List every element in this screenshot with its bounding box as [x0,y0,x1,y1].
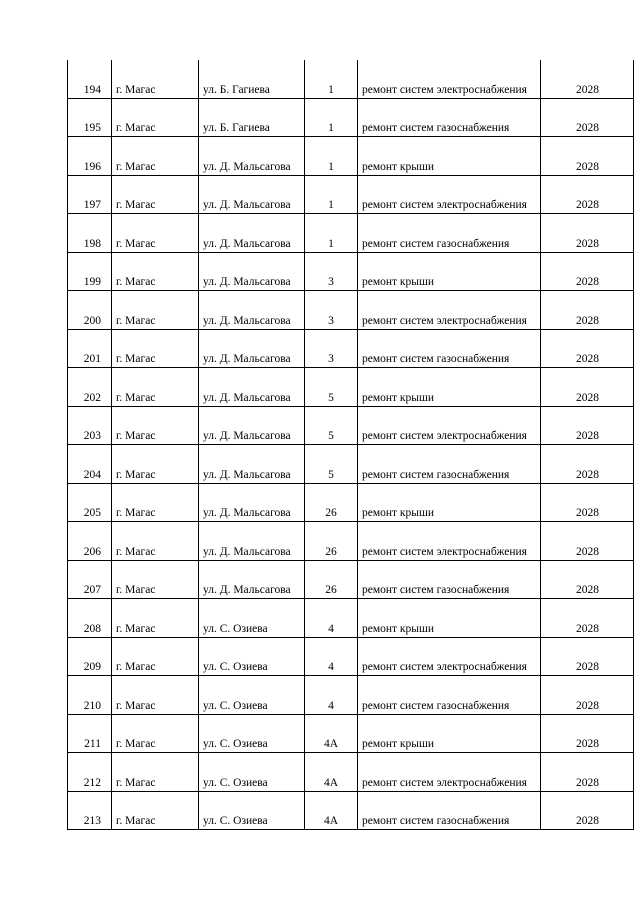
work-type-cell: ремонт систем газоснабжения [358,560,541,599]
table-row [68,599,634,638]
year-cell: 2028 [541,445,634,484]
house-number-cell: 1 [305,98,358,137]
row-number-cell: 205 [68,483,112,522]
year-cell: 2028 [541,791,634,830]
work-type-cell: ремонт систем газоснабжения [358,676,541,715]
year-cell: 2028 [541,483,634,522]
city-cell: г. Магас [112,522,199,561]
city-cell: г. Магас [112,676,199,715]
city-cell: г. Магас [112,137,199,176]
table-row [68,753,634,792]
table-row [68,214,634,253]
document-page [67,60,633,830]
row-number-cell: 207 [68,560,112,599]
table-row [68,98,634,137]
house-number-cell: 3 [305,291,358,330]
work-type-cell: ремонт крыши [358,252,541,291]
city-cell: г. Магас [112,60,199,98]
row-number-cell: 204 [68,445,112,484]
year-cell: 2028 [541,637,634,676]
row-number-cell: 203 [68,406,112,445]
street-cell: ул. Д. Мальсагова [199,522,305,561]
table-row [68,791,634,830]
house-number-cell: 4А [305,791,358,830]
street-cell: ул. С. Озиева [199,599,305,638]
work-type-cell: ремонт систем электроснабжения [358,60,541,98]
row-number-cell: 194 [68,60,112,98]
work-type-cell: ремонт крыши [358,368,541,407]
table-row [68,291,634,330]
row-number-cell: 196 [68,137,112,176]
street-cell: ул. Д. Мальсагова [199,445,305,484]
house-number-cell: 1 [305,175,358,214]
repair-schedule-table [67,60,634,830]
table-row [68,522,634,561]
year-cell: 2028 [541,714,634,753]
row-number-cell: 212 [68,753,112,792]
work-type-cell: ремонт систем электроснабжения [358,406,541,445]
work-type-cell: ремонт систем газоснабжения [358,791,541,830]
street-cell: ул. Д. Мальсагова [199,329,305,368]
house-number-cell: 4 [305,637,358,676]
city-cell: г. Магас [112,175,199,214]
work-type-cell: ремонт крыши [358,483,541,522]
table-row [68,406,634,445]
house-number-cell: 26 [305,483,358,522]
table-row [68,175,634,214]
house-number-cell: 4А [305,753,358,792]
city-cell: г. Магас [112,214,199,253]
house-number-cell: 4 [305,676,358,715]
house-number-cell: 5 [305,406,358,445]
street-cell: ул. С. Озиева [199,637,305,676]
house-number-cell: 5 [305,445,358,484]
street-cell: ул. Д. Мальсагова [199,137,305,176]
year-cell: 2028 [541,214,634,253]
year-cell: 2028 [541,291,634,330]
work-type-cell: ремонт систем газоснабжения [358,445,541,484]
street-cell: ул. Д. Мальсагова [199,368,305,407]
table-row [68,368,634,407]
street-cell: ул. С. Озиева [199,753,305,792]
row-number-cell: 198 [68,214,112,253]
street-cell: ул. Д. Мальсагова [199,291,305,330]
table-row [68,445,634,484]
city-cell: г. Магас [112,291,199,330]
street-cell: ул. Д. Мальсагова [199,560,305,599]
row-number-cell: 199 [68,252,112,291]
row-number-cell: 211 [68,714,112,753]
year-cell: 2028 [541,60,634,98]
table-body [68,60,634,830]
table-row [68,483,634,522]
house-number-cell: 4 [305,599,358,638]
row-number-cell: 195 [68,98,112,137]
house-number-cell: 1 [305,60,358,98]
city-cell: г. Магас [112,252,199,291]
work-type-cell: ремонт систем электроснабжения [358,291,541,330]
street-cell: ул. Б. Гагиева [199,60,305,98]
city-cell: г. Магас [112,791,199,830]
city-cell: г. Магас [112,368,199,407]
city-cell: г. Магас [112,98,199,137]
street-cell: ул. Д. Мальсагова [199,175,305,214]
year-cell: 2028 [541,368,634,407]
street-cell: ул. С. Озиева [199,676,305,715]
year-cell: 2028 [541,175,634,214]
work-type-cell: ремонт крыши [358,137,541,176]
work-type-cell: ремонт систем газоснабжения [358,329,541,368]
street-cell: ул. Д. Мальсагова [199,406,305,445]
row-number-cell: 208 [68,599,112,638]
street-cell: ул. Д. Мальсагова [199,483,305,522]
work-type-cell: ремонт систем электроснабжения [358,522,541,561]
row-number-cell: 206 [68,522,112,561]
work-type-cell: ремонт систем электроснабжения [358,175,541,214]
house-number-cell: 1 [305,214,358,253]
year-cell: 2028 [541,252,634,291]
row-number-cell: 201 [68,329,112,368]
year-cell: 2028 [541,599,634,638]
house-number-cell: 3 [305,329,358,368]
year-cell: 2028 [541,329,634,368]
table-row [68,137,634,176]
house-number-cell: 5 [305,368,358,407]
work-type-cell: ремонт крыши [358,714,541,753]
work-type-cell: ремонт систем электроснабжения [358,637,541,676]
city-cell: г. Магас [112,483,199,522]
table-row [68,329,634,368]
table-row [68,252,634,291]
table-row [68,714,634,753]
work-type-cell: ремонт систем электроснабжения [358,753,541,792]
row-number-cell: 200 [68,291,112,330]
city-cell: г. Магас [112,445,199,484]
street-cell: ул. С. Озиева [199,714,305,753]
city-cell: г. Магас [112,406,199,445]
city-cell: г. Магас [112,753,199,792]
house-number-cell: 4А [305,714,358,753]
year-cell: 2028 [541,406,634,445]
city-cell: г. Магас [112,714,199,753]
table-row [68,676,634,715]
work-type-cell: ремонт крыши [358,599,541,638]
house-number-cell: 3 [305,252,358,291]
year-cell: 2028 [541,98,634,137]
house-number-cell: 1 [305,137,358,176]
row-number-cell: 213 [68,791,112,830]
city-cell: г. Магас [112,637,199,676]
row-number-cell: 197 [68,175,112,214]
city-cell: г. Магас [112,329,199,368]
row-number-cell: 202 [68,368,112,407]
work-type-cell: ремонт систем газоснабжения [358,214,541,253]
city-cell: г. Магас [112,599,199,638]
house-number-cell: 26 [305,522,358,561]
year-cell: 2028 [541,753,634,792]
year-cell: 2028 [541,137,634,176]
year-cell: 2028 [541,676,634,715]
table-row [68,560,634,599]
year-cell: 2028 [541,522,634,561]
street-cell: ул. Д. Мальсагова [199,214,305,253]
table-row [68,60,634,98]
street-cell: ул. С. Озиева [199,791,305,830]
table-row [68,637,634,676]
street-cell: ул. Б. Гагиева [199,98,305,137]
year-cell: 2028 [541,560,634,599]
work-type-cell: ремонт систем газоснабжения [358,98,541,137]
house-number-cell: 26 [305,560,358,599]
row-number-cell: 210 [68,676,112,715]
street-cell: ул. Д. Мальсагова [199,252,305,291]
city-cell: г. Магас [112,560,199,599]
row-number-cell: 209 [68,637,112,676]
